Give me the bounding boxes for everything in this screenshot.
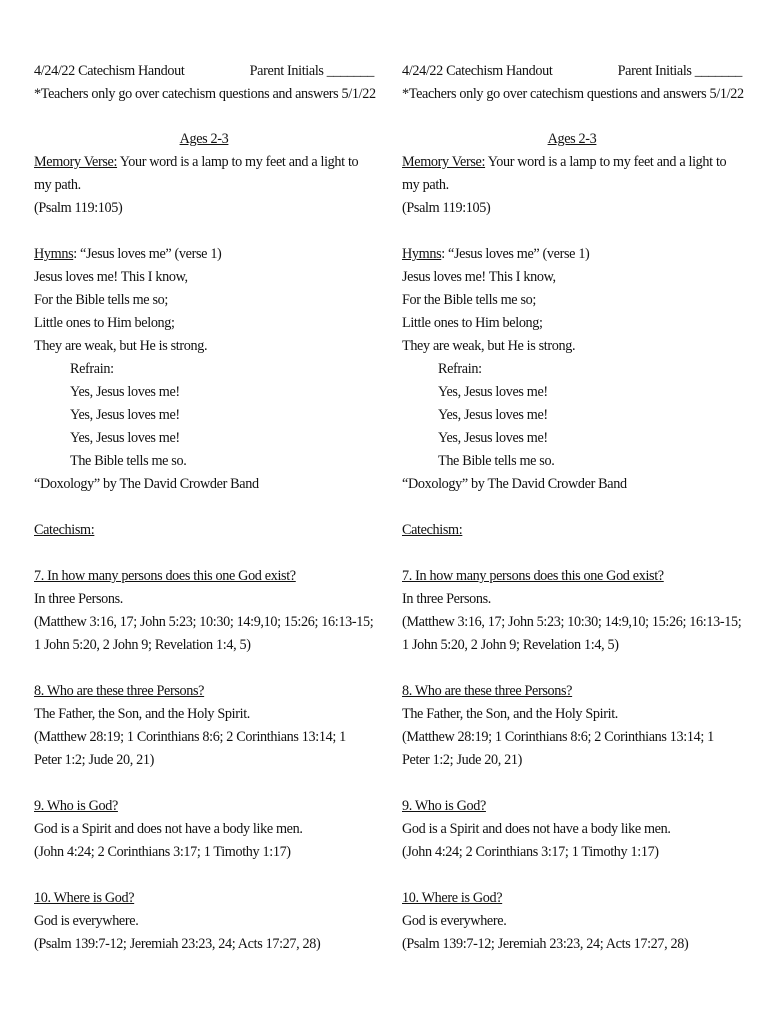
hymn-line: For the Bible tells me so; xyxy=(34,292,168,308)
handout-header xyxy=(402,60,742,83)
doxology: “Doxology” by The David Crowder Band xyxy=(34,476,259,492)
memory-verse-label: Memory Verse: xyxy=(402,154,486,170)
catechism-answer: The Father, the Son, and the Holy Spirit. xyxy=(34,706,250,722)
refrain-label: Refrain: xyxy=(70,361,114,377)
hymns-label: Hymns xyxy=(34,246,74,262)
catechism-question: 7. In how many persons does this one God exist? xyxy=(402,568,664,584)
memory-verse-reference: (Psalm 119:105) xyxy=(34,200,123,216)
hymns-label: Hymns xyxy=(402,246,442,262)
hymn-line: For the Bible tells me so; xyxy=(402,292,536,308)
catechism-refs: (Psalm 139:7-12; Jeremiah 23:23, 24; Acts 17:27, 28) xyxy=(402,936,689,952)
catechism-question: 7. In how many persons does this one God exist? xyxy=(34,568,296,584)
refrain-line: Yes, Jesus loves me! xyxy=(438,384,548,400)
handout-header xyxy=(34,60,374,83)
hymn-line: Little ones to Him belong; xyxy=(402,315,543,331)
catechism-question: 8. Who are these three Persons? xyxy=(402,683,573,699)
catechism-question: 10. Where is God? xyxy=(34,890,135,906)
hymn-line: Jesus loves me! This I know, xyxy=(34,269,188,285)
catechism-question: 9. Who is God? xyxy=(34,798,118,814)
catechism-question: 8. Who are these three Persons? xyxy=(34,683,205,699)
catechism-label: Catechism: xyxy=(402,522,463,538)
catechism-refs: (John 4:24; 2 Corinthians 3:17; 1 Timothy 1:17) xyxy=(402,844,659,860)
hymn-line: They are weak, but He is strong. xyxy=(34,338,208,354)
catechism-question: 10. Where is God? xyxy=(402,890,503,906)
refrain-line: The Bible tells me so. xyxy=(438,453,555,469)
catechism-refs: (Matthew 3:16, 17; John 5:23; 10:30; 14:9,10; 15:26; 16:13-15; 1 John 5:20, 2 John 9; Revelation 1:4, 5) xyxy=(402,614,742,653)
catechism-answer: In three Persons. xyxy=(34,591,124,607)
refrain-line: Yes, Jesus loves me! xyxy=(70,430,180,446)
handout-title: 4/24/22 Catechism Handout xyxy=(402,63,553,79)
memory-verse-text: Your word is a lamp to my feet and a light to my path. xyxy=(34,154,359,193)
catechism-refs: (Matthew 28:19; 1 Corinthians 8:6; 2 Corinthians 13:14; 1 Peter 1:2; Jude 20, 21) xyxy=(34,729,346,768)
catechism-answer: God is everywhere. xyxy=(402,913,507,929)
refrain-line: Yes, Jesus loves me! xyxy=(70,407,180,423)
parent-initials: Parent Initials _______ xyxy=(249,63,374,79)
catechism-label: Catechism: xyxy=(34,522,95,538)
memory-verse-reference: (Psalm 119:105) xyxy=(402,200,491,216)
hymn-line: Jesus loves me! This I know, xyxy=(402,269,556,285)
parent-initials: Parent Initials _______ xyxy=(617,63,742,79)
catechism-answer: God is a Spirit and does not have a body like men. xyxy=(402,821,671,837)
refrain-line: Yes, Jesus loves me! xyxy=(438,430,548,446)
memory-verse xyxy=(34,151,374,197)
catechism-answer: In three Persons. xyxy=(402,591,492,607)
hymn-line: Little ones to Him belong; xyxy=(34,315,175,331)
age-heading: Ages 2-3 xyxy=(547,131,597,147)
refrain-line: Yes, Jesus loves me! xyxy=(438,407,548,423)
refrain-label: Refrain: xyxy=(438,361,482,377)
refrain-line: The Bible tells me so. xyxy=(70,453,187,469)
catechism-question: 9. Who is God? xyxy=(402,798,486,814)
memory-verse xyxy=(402,151,742,197)
hymn-title xyxy=(34,243,374,266)
catechism-refs: (John 4:24; 2 Corinthians 3:17; 1 Timothy 1:17) xyxy=(34,844,291,860)
teacher-note: *Teachers only go over catechism questions and answers 5/1/22 xyxy=(34,86,376,102)
hymn-line: They are weak, but He is strong. xyxy=(402,338,576,354)
doxology: “Doxology” by The David Crowder Band xyxy=(402,476,627,492)
catechism-refs: (Matthew 28:19; 1 Corinthians 8:6; 2 Corinthians 13:14; 1 Peter 1:2; Jude 20, 21) xyxy=(402,729,714,768)
memory-verse-label: Memory Verse: xyxy=(34,154,118,170)
handout-column-right xyxy=(402,60,742,956)
catechism-refs: (Matthew 3:16, 17; John 5:23; 10:30; 14:9,10; 15:26; 16:13-15; 1 John 5:20, 2 John 9; Revelation 1:4, 5) xyxy=(34,614,374,653)
handout-column-left xyxy=(34,60,374,956)
catechism-refs: (Psalm 139:7-12; Jeremiah 23:23, 24; Acts 17:27, 28) xyxy=(34,936,321,952)
catechism-answer: God is everywhere. xyxy=(34,913,139,929)
handout-title: 4/24/22 Catechism Handout xyxy=(34,63,185,79)
memory-verse-text: Your word is a lamp to my feet and a light to my path. xyxy=(402,154,727,193)
hymn-name: : “Jesus loves me” (verse 1) xyxy=(441,246,590,262)
catechism-answer: The Father, the Son, and the Holy Spirit. xyxy=(402,706,618,722)
age-heading: Ages 2-3 xyxy=(179,131,229,147)
hymn-name: : “Jesus loves me” (verse 1) xyxy=(73,246,222,262)
catechism-answer: God is a Spirit and does not have a body like men. xyxy=(34,821,303,837)
refrain-line: Yes, Jesus loves me! xyxy=(70,384,180,400)
hymn-title xyxy=(402,243,742,266)
teacher-note: *Teachers only go over catechism questions and answers 5/1/22 xyxy=(402,86,744,102)
